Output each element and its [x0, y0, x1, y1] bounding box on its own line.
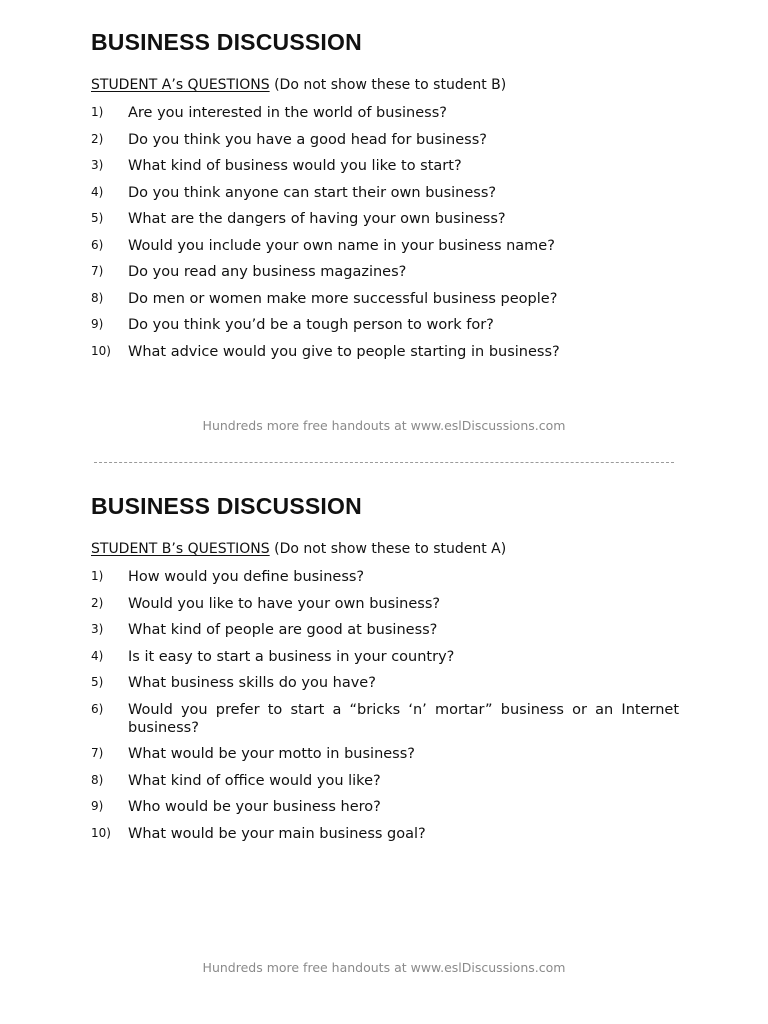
question-number: 6) [91, 237, 104, 252]
question-number: 1) [91, 105, 104, 119]
question-number: 4) [91, 184, 104, 199]
question-number: 6) [91, 701, 104, 716]
question-item [91, 316, 679, 334]
handout-footer-b: Hundreds more free handouts at www.eslDiscussions.com [202, 960, 566, 975]
question-text: What advice would you give to people starting in business? [128, 343, 560, 360]
student-b-heading [91, 540, 679, 558]
handout-footer-a: Hundreds more free handouts at www.eslDiscussions.com [202, 418, 566, 433]
question-item [91, 825, 679, 843]
question-item [91, 701, 679, 737]
question-item [91, 157, 679, 175]
question-text: Do you think you have a good head for business? [128, 131, 487, 148]
question-text: What kind of office would you like? [128, 772, 381, 789]
question-text: What would be your main business goal? [128, 825, 426, 842]
question-text: Would you prefer to start a “bricks ‘n’ mortar” business or an Internet business? [128, 701, 679, 736]
question-number: 8) [91, 290, 104, 305]
question-item [91, 131, 679, 149]
question-number: 4) [91, 648, 104, 663]
cut-line-divider [94, 462, 674, 463]
student-a-heading [91, 76, 679, 94]
question-text: What kind of people are good at business? [128, 622, 438, 638]
question-number: 7) [91, 746, 104, 760]
question-text: Who would be your business hero? [128, 799, 381, 815]
question-item [91, 568, 679, 586]
question-number: 5) [91, 675, 104, 689]
question-item [91, 290, 679, 308]
question-list-a [91, 104, 679, 361]
question-item [91, 595, 679, 613]
student-b-label: STUDENT B’s QUESTIONS [91, 541, 270, 557]
student-a-note: (Do not show these to student B) [269, 77, 507, 93]
question-item [91, 263, 679, 281]
question-number: 10) [91, 343, 111, 358]
question-text: Would you include your own name in your business name? [128, 237, 555, 254]
question-item [91, 648, 679, 666]
question-text: Is it easy to start a business in your country? [128, 648, 455, 665]
question-text: How would you define business? [128, 569, 365, 585]
question-text: What kind of business would you like to start? [128, 158, 462, 174]
question-item [91, 237, 679, 255]
question-list-b [91, 568, 679, 843]
question-number: 5) [91, 211, 104, 225]
question-item [91, 184, 679, 202]
student-a-label: STUDENT A’s QUESTIONS [91, 77, 270, 93]
question-item [91, 621, 679, 639]
question-item [91, 798, 679, 816]
question-text: Do men or women make more successful business people? [128, 290, 558, 307]
question-number: 8) [91, 772, 104, 787]
question-text: Do you think anyone can start their own business? [128, 184, 497, 201]
question-number: 7) [91, 264, 104, 278]
question-text: What are the dangers of having your own business? [128, 211, 506, 227]
page-title: BUSINESS DISCUSSION [91, 29, 362, 55]
question-text: Would you like to have your own business? [128, 595, 441, 612]
question-text: What business skills do you have? [128, 675, 376, 691]
question-number: 9) [91, 317, 104, 331]
page-title: BUSINESS DISCUSSION [91, 493, 362, 519]
question-text: What would be your motto in business? [128, 746, 415, 762]
question-text: Are you interested in the world of business? [128, 105, 447, 121]
question-text: Do you think you’d be a tough person to work for? [128, 317, 494, 333]
question-number: 9) [91, 799, 104, 813]
question-number: 3) [91, 158, 104, 172]
question-number: 2) [91, 131, 104, 146]
question-number: 1) [91, 569, 104, 583]
question-item [91, 674, 679, 692]
student-b-section [91, 491, 679, 851]
student-a-section [91, 27, 679, 369]
question-item [91, 104, 679, 122]
question-item [91, 745, 679, 763]
question-number: 10) [91, 825, 111, 840]
question-number: 2) [91, 595, 104, 610]
question-item [91, 210, 679, 228]
question-item [91, 343, 679, 361]
question-item [91, 772, 679, 790]
question-text: Do you read any business magazines? [128, 264, 407, 280]
question-number: 3) [91, 622, 104, 636]
student-b-note: (Do not show these to student A) [269, 541, 507, 557]
